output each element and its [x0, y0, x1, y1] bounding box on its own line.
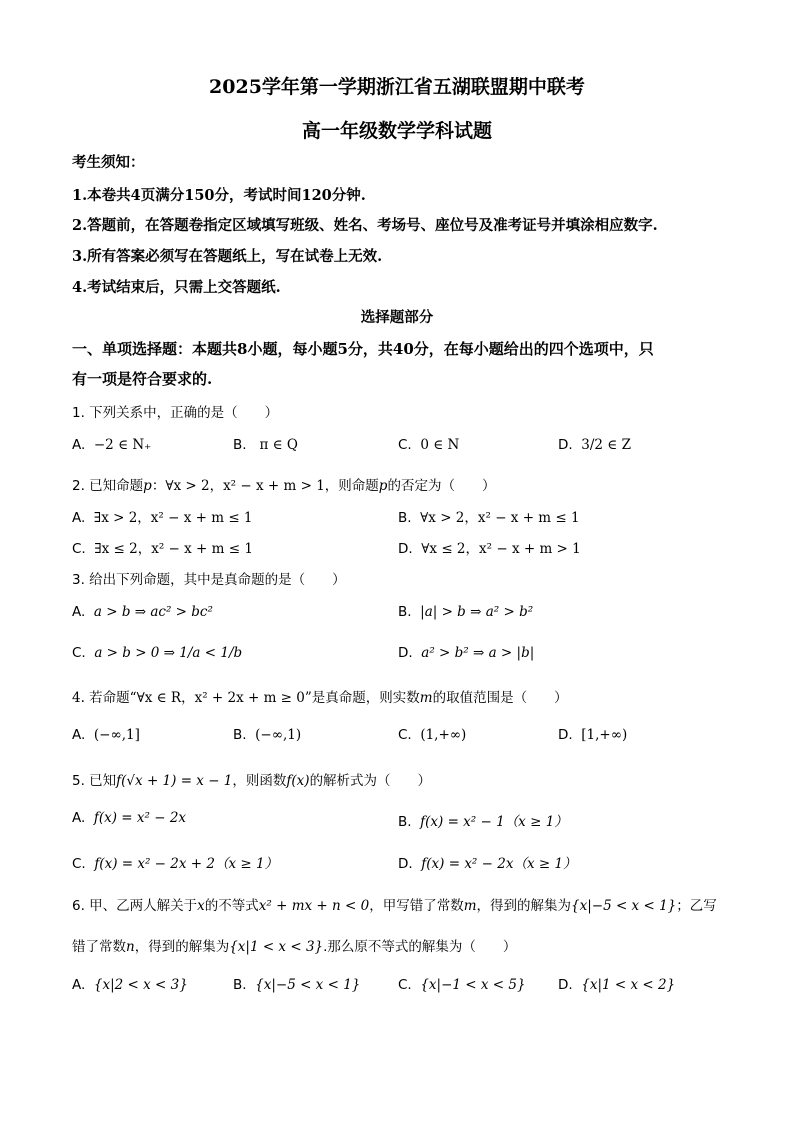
q6-line1-mid3: ，得到的解集为 [476, 898, 572, 914]
question-5-stem [72, 769, 431, 789]
q4-option-c-text: (1,+∞) [420, 727, 467, 743]
q6-line1-x: x [197, 898, 205, 914]
q6-option-c: C. {x|−1 < x < 5} [398, 977, 526, 993]
q6-line1-mid: 的不等式 [204, 898, 259, 914]
q3-option-c-text: a > b > 0 ⇒ 1/a < 1/b [94, 645, 243, 661]
exam-subtitle: 高一年级数学学科试题 [301, 120, 492, 142]
q2-option-b: B. ∀x > 2，x² − x + m ≤ 1 [398, 510, 580, 526]
question-6-stem-line2 [72, 935, 516, 955]
notice-heading: 考生须知： [72, 154, 145, 171]
q2-option-a-text: ∃x > 2，x² − x + m ≤ 1 [93, 510, 253, 526]
q5-option-c-text: f(x) = x² − 2x + 2（x ≥ 1） [94, 856, 279, 872]
q6-option-a-text: {x|2 < x < 3} [93, 977, 188, 993]
q4-option-a-text: (−∞,1] [93, 727, 140, 743]
q5-option-c: C. f(x) = x² − 2x + 2（x ≥ 1） [72, 856, 279, 872]
q6-line2-mid: ，得到的解集为 [134, 939, 230, 955]
q6-option-a: A. {x|2 < x < 3} [72, 977, 188, 993]
q1-option-b: B. π ∈ Q [233, 437, 298, 453]
q5-option-b: B. f(x) = x² − 1（x ≥ 1） [398, 814, 568, 830]
q4-option-b: B. (−∞,1) [233, 727, 302, 743]
exam-title: 2025学年第一学期浙江省五湖联盟期中联考 [209, 76, 585, 98]
q3-option-a: A. a > b ⇒ ac² > bc² [72, 604, 213, 620]
q4-option-a: A. (−∞,1] [72, 727, 140, 743]
q3-option-b-text: |a| > b ⇒ a² > b² [420, 604, 534, 620]
q1-option-c-text: 0 ∈ N [420, 437, 460, 453]
q5-stem-mid2: ，则函数 [232, 773, 287, 789]
q1-option-a: A. −2 ∈ N₊ [72, 437, 152, 453]
q5-stem-pre: 5. 已知 [72, 773, 117, 789]
q2-stem-p2: p [378, 478, 388, 494]
q6-option-b: B. {x|−5 < x < 1} [233, 977, 361, 993]
q2-stem-p: p [143, 478, 152, 494]
q4-stem-pre: 4. 若命题“∀x ∈ R，x² + 2x + m ≥ 0”是真命题，则实数 [72, 690, 420, 706]
q2-option-a: A. ∃x > 2，x² − x + m ≤ 1 [72, 510, 253, 526]
q6-option-d: D. {x|1 < x < 2} [558, 977, 676, 993]
q5-stem-post: 的解析式为（ ） [309, 773, 432, 789]
q6-line2-n: n [126, 939, 135, 955]
q6-line1-mid2: ，甲写错了常数 [369, 898, 464, 914]
q5-stem-fx: f(x) [286, 773, 310, 789]
q5-stem-mid: f(√x + 1) = x − 1 [116, 773, 233, 789]
q2-stem-mid: ：∀x > 2，x² − x + m > 1，则命题 [151, 478, 379, 494]
q1-option-d: D. 3/2 ∈ Z [558, 437, 631, 453]
part-heading-line2: 有一项是符合要求的. [72, 370, 213, 388]
q4-stem-m: m [419, 690, 433, 706]
q2-option-d: D. ∀x ≤ 2，x² − x + m > 1 [398, 541, 581, 557]
q3-option-d: D. a² > b² ⇒ a > |b| [398, 645, 535, 661]
q2-option-d-text: ∀x ≤ 2，x² − x + m > 1 [421, 541, 581, 557]
q3-option-b: B. |a| > b ⇒ a² > b² [398, 604, 534, 620]
q4-option-d: D. [1,+∞) [558, 727, 628, 743]
q2-option-c: C. ∃x ≤ 2，x² − x + m ≤ 1 [72, 541, 253, 557]
q2-option-c-text: ∃x ≤ 2，x² − x + m ≤ 1 [94, 541, 253, 557]
q3-option-c: C. a > b > 0 ⇒ 1/a < 1/b [72, 645, 243, 661]
q5-option-b-text: f(x) = x² − 1（x ≥ 1） [420, 814, 568, 830]
q2-stem-post: 的否定为（ ） [387, 478, 496, 494]
q6-line1-ineq: x² + mx + n < 0 [258, 898, 370, 914]
q1-option-c: C. 0 ∈ N [398, 437, 460, 453]
q6-line2-post: .那么原不等式的解集为（ ） [323, 939, 517, 955]
notice-item-1: 1.本卷共4页满分150分，考试时间120分钟. [72, 187, 366, 204]
q5-option-a: A. f(x) = x² − 2x [72, 810, 187, 826]
q6-line2-pre: 错了常数 [72, 939, 126, 955]
q4-option-b-text: (−∞,1) [255, 727, 302, 743]
q6-option-d-text: {x|1 < x < 2} [581, 977, 676, 993]
q1-option-a-text: −2 ∈ N₊ [93, 437, 152, 453]
part-heading-line1: 一、单项选择题：本题共8小题，每小题5分，共40分，在每小题给出的四个选项中，只 [72, 340, 654, 358]
notice-item-2: 2.答题前，在答题卷指定区域填写班级、姓名、考场号、座位号及准考证号并填涂相应数字. [72, 217, 658, 234]
q4-option-c: C. (1,+∞) [398, 727, 467, 743]
q1-option-b-text: π ∈ Q [259, 437, 298, 453]
q3-option-d-text: a² > b² ⇒ a > |b| [421, 645, 535, 661]
q5-option-d: D. f(x) = x² − 2x（x ≥ 1） [398, 856, 577, 872]
question-3-stem: 3. 给出下列命题，其中是真命题的是（ ） [72, 572, 346, 588]
q5-option-a-text: f(x) = x² − 2x [93, 810, 187, 826]
q6-line2-set: {x|1 < x < 3} [229, 939, 324, 955]
q6-line1-post: ；乙写 [676, 898, 717, 914]
q2-option-b-text: ∀x > 2，x² − x + m ≤ 1 [420, 510, 580, 526]
notice-item-4: 4.考试结束后，只需上交答题纸. [72, 279, 281, 296]
section-title: 选择题部分 [360, 309, 434, 326]
q5-option-d-text: f(x) = x² − 2x（x ≥ 1） [421, 856, 577, 872]
question-6-stem-line1 [72, 894, 717, 914]
q1-option-d-text: 3/2 ∈ Z [581, 437, 631, 453]
q2-stem-pre: 2. 已知命题 [72, 478, 144, 494]
notice-item-3: 3.所有答案必须写在答题纸上，写在试卷上无效. [72, 248, 383, 265]
question-2-stem [72, 474, 495, 494]
q3-option-a-text: a > b ⇒ ac² > bc² [93, 604, 213, 620]
q4-stem-post: 的取值范围是（ ） [432, 690, 568, 706]
q6-option-b-text: {x|−5 < x < 1} [255, 977, 361, 993]
q6-option-c-text: {x|−1 < x < 5} [420, 977, 526, 993]
question-4-stem [72, 686, 568, 706]
q6-line1-set: {x|−5 < x < 1} [571, 898, 677, 914]
q6-line1-m: m [463, 898, 477, 914]
q6-line1-pre: 6. 甲、乙两人解关于 [72, 898, 198, 914]
q4-option-d-text: [1,+∞) [581, 727, 628, 743]
question-1-stem: 1. 下列关系中，正确的是（ ） [72, 405, 279, 421]
